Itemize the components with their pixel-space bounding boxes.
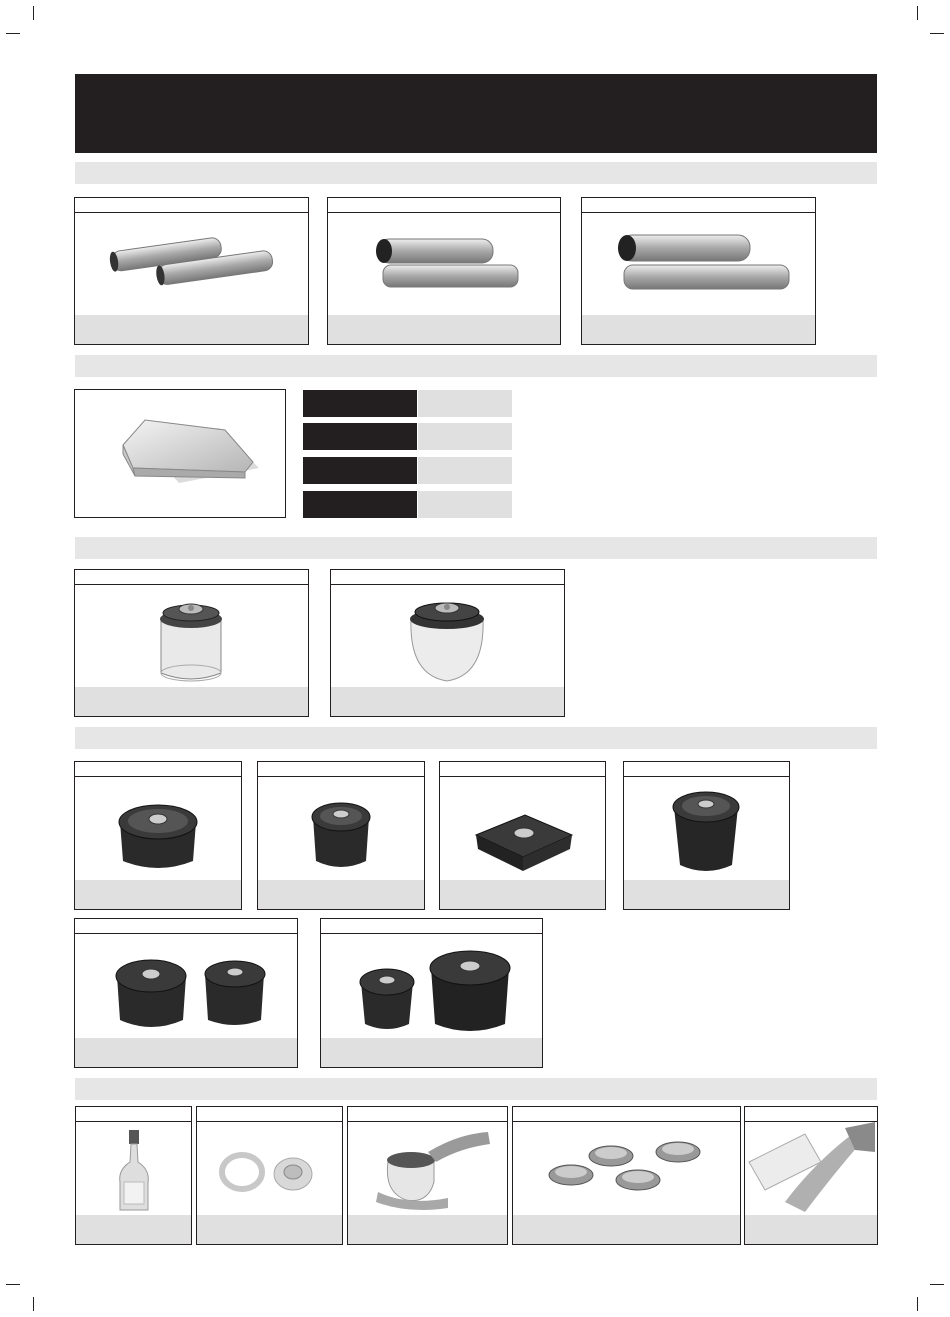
product-card[interactable] bbox=[327, 197, 561, 345]
product-card[interactable] bbox=[330, 569, 565, 717]
glass-canister-icon bbox=[331, 585, 564, 685]
size-value-cell bbox=[418, 457, 512, 484]
crop-mark bbox=[917, 1297, 918, 1311]
product-card[interactable] bbox=[74, 197, 309, 345]
card-header bbox=[328, 198, 560, 213]
section-band-glass-canisters bbox=[75, 537, 877, 559]
product-card[interactable] bbox=[439, 761, 606, 910]
card-header bbox=[321, 919, 542, 934]
card-footer bbox=[440, 880, 605, 909]
card-footer bbox=[76, 1215, 191, 1244]
container-set-icon bbox=[321, 934, 542, 1038]
card-header bbox=[348, 1107, 507, 1122]
accessory-card[interactable] bbox=[744, 1106, 878, 1245]
size-value-cell bbox=[418, 423, 512, 450]
crop-mark bbox=[33, 1297, 34, 1311]
accessory-card[interactable] bbox=[75, 1106, 192, 1245]
vacuum-roll-pair-icon bbox=[582, 213, 815, 313]
section-band-rolls bbox=[75, 162, 877, 184]
size-label-cell bbox=[303, 423, 417, 450]
card-header bbox=[513, 1107, 740, 1122]
card-footer bbox=[331, 687, 564, 716]
card-header bbox=[75, 919, 297, 934]
card-footer bbox=[197, 1215, 342, 1244]
seal-rings-icon bbox=[197, 1122, 342, 1215]
card-header bbox=[745, 1107, 877, 1122]
card-footer bbox=[75, 687, 308, 716]
card-footer bbox=[513, 1215, 740, 1244]
bag-cutter-icon bbox=[745, 1122, 877, 1215]
accessory-card[interactable] bbox=[512, 1106, 741, 1245]
tall-container-icon bbox=[624, 777, 789, 880]
crop-mark bbox=[917, 6, 918, 20]
card-header bbox=[440, 762, 605, 777]
title-banner bbox=[75, 74, 877, 153]
crop-mark bbox=[6, 1284, 20, 1285]
card-header bbox=[75, 762, 241, 777]
size-label-cell bbox=[303, 457, 417, 484]
glass-canister-icon bbox=[75, 585, 308, 685]
card-header bbox=[331, 570, 564, 585]
size-value-cell bbox=[418, 390, 512, 417]
card-footer bbox=[75, 880, 241, 909]
product-card[interactable] bbox=[257, 761, 425, 910]
square-container-icon bbox=[440, 777, 605, 880]
product-card[interactable] bbox=[320, 918, 543, 1068]
size-label-cell bbox=[303, 390, 417, 417]
product-card[interactable] bbox=[581, 197, 816, 345]
card-footer bbox=[75, 1038, 297, 1067]
accessory-card[interactable] bbox=[347, 1106, 508, 1245]
section-band-accessories bbox=[75, 1078, 877, 1100]
accessory-card[interactable] bbox=[196, 1106, 343, 1245]
card-header bbox=[75, 198, 308, 213]
bag-product-card[interactable] bbox=[74, 389, 286, 518]
bottle-stopper-icon bbox=[76, 1122, 191, 1215]
product-card[interactable] bbox=[74, 761, 242, 910]
section-band-plastic-containers bbox=[75, 727, 877, 749]
card-footer bbox=[745, 1215, 877, 1244]
section-band-bags bbox=[75, 355, 877, 377]
card-footer bbox=[75, 315, 308, 344]
card-footer bbox=[321, 1038, 542, 1067]
card-header bbox=[76, 1107, 191, 1122]
product-card[interactable] bbox=[623, 761, 790, 910]
crop-mark bbox=[930, 33, 944, 34]
card-header bbox=[197, 1107, 342, 1122]
card-footer bbox=[258, 880, 424, 909]
crop-mark bbox=[33, 6, 34, 20]
card-footer bbox=[624, 880, 789, 909]
mason-lids-icon bbox=[513, 1122, 740, 1215]
crop-mark bbox=[930, 1284, 944, 1285]
round-container-icon bbox=[258, 777, 424, 880]
jar-sealer-icon bbox=[348, 1122, 507, 1215]
card-footer bbox=[348, 1215, 507, 1244]
round-container-icon bbox=[75, 777, 241, 880]
container-set-icon bbox=[75, 934, 297, 1038]
size-label-cell bbox=[303, 491, 417, 518]
card-footer bbox=[328, 315, 560, 344]
vacuum-roll-pair-icon bbox=[75, 213, 308, 313]
card-footer bbox=[582, 315, 815, 344]
crop-mark bbox=[6, 33, 20, 34]
vacuum-roll-pair-icon bbox=[328, 213, 560, 313]
size-value-cell bbox=[418, 491, 512, 518]
product-card[interactable] bbox=[74, 569, 309, 717]
product-card[interactable] bbox=[74, 918, 298, 1068]
card-header bbox=[258, 762, 424, 777]
card-header bbox=[75, 570, 308, 585]
card-header bbox=[582, 198, 815, 213]
vacuum-bag-stack-icon bbox=[75, 390, 285, 517]
card-header bbox=[624, 762, 789, 777]
